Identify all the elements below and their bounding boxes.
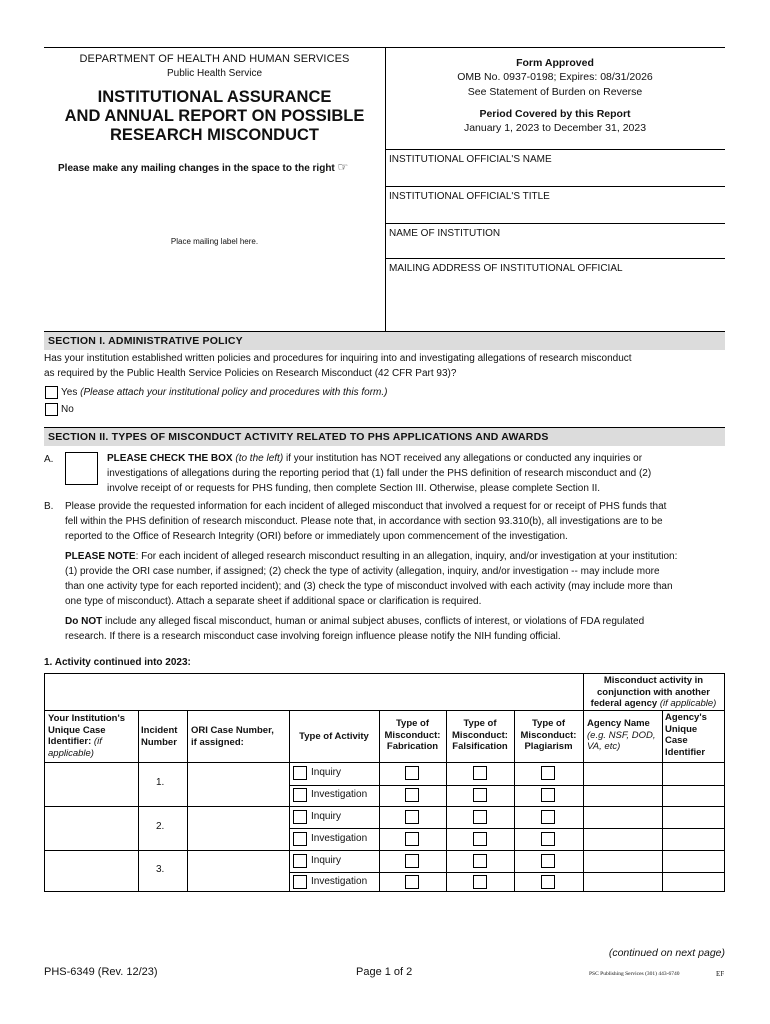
policy-no-checkbox[interactable] — [45, 403, 58, 416]
mailing-address-label: MAILING ADDRESS OF INSTITUTIONAL OFFICIAL — [389, 263, 623, 274]
section1-heading: SECTION I. ADMINISTRATIVE POLICY — [44, 331, 725, 350]
item-a-rest: if your institution has NOT received any allegations or conducted any inquiries or — [285, 453, 643, 464]
item-b-line: fell within the PHS definition of research misconduct. Please note that, in accordance with section 93.310(b), all investigations are to be — [65, 516, 663, 527]
col-header-case-id — [48, 713, 138, 759]
form-title-line: AND ANNUAL REPORT ON POSSIBLE — [64, 107, 365, 125]
form-title-line: RESEARCH MISCONDUCT — [109, 126, 319, 144]
mailing-changes-text: Please make any mailing changes in the space to the right — [58, 163, 335, 174]
plagiarism-checkbox[interactable] — [541, 854, 555, 868]
table-vline — [662, 710, 663, 891]
item-a-line — [107, 451, 642, 466]
col-header-line: if assigned: — [191, 736, 244, 748]
policy-yes-label — [61, 385, 387, 400]
item-a-marker: A. — [44, 454, 54, 465]
please-note-line: (1) provide the ORI case number, if assigned; (2) check the type of activity (allegation, inquiry, and/or investigation -- may include more — [65, 566, 660, 577]
col-header-line: Number — [141, 736, 177, 748]
activity-table-top-rule — [44, 673, 725, 674]
fabrication-checkbox[interactable] — [405, 875, 419, 889]
please-note-bold: PLEASE NOTE — [65, 551, 136, 562]
group-header-text: federal agency — [590, 698, 658, 709]
col-header-line: Type of — [395, 718, 430, 729]
investigation-label: Investigation — [311, 789, 368, 800]
inquiry-label: Inquiry — [311, 767, 342, 778]
mailing-label-area: Place mailing label here. — [170, 237, 259, 246]
mailing-changes-note — [58, 160, 348, 174]
col-header-line: Misconduct: — [384, 729, 441, 741]
table-hline — [44, 806, 725, 807]
section2-heading: SECTION II. TYPES OF MISCONDUCT ACTIVITY RELATED TO PHS APPLICATIONS AND AWARDS — [44, 427, 725, 446]
table-vline — [138, 710, 139, 891]
table-vline — [724, 673, 725, 891]
do-not-line — [65, 614, 644, 629]
omb-number: OMB No. 0937-0198; Expires: 08/31/2026 — [457, 71, 653, 83]
incident-number: 1. — [156, 777, 165, 788]
item-b-line: Please provide the requested information for each incident of alleged misconduct that involved a request for or receipt of PHS funds that — [65, 501, 667, 512]
do-not-bold: Do NOT — [65, 616, 103, 627]
inquiry-checkbox[interactable] — [293, 766, 307, 780]
col-header-activity: Type of Activity — [299, 731, 369, 742]
section1-question-line: Has your institution established written policies and procedures for inquiring into and investigating allegations of research misconduct — [44, 353, 632, 364]
col-header-line: Case — [665, 735, 688, 746]
col-header-fabrication — [379, 718, 446, 753]
col-header-line: Falsification — [452, 741, 508, 752]
col-header-line: Type of — [531, 718, 566, 729]
col-header-line: Agency's — [665, 712, 707, 723]
item-b-marker: B. — [44, 501, 54, 512]
pointing-hand-icon: ☞ — [337, 160, 349, 174]
fabrication-checkbox[interactable] — [405, 854, 419, 868]
federal-agency-group-header — [583, 675, 724, 710]
falsification-checkbox[interactable] — [473, 875, 487, 889]
falsification-checkbox[interactable] — [473, 810, 487, 824]
official-name-field[interactable] — [385, 149, 725, 187]
activity-table-caption: 1. Activity continued into 2023: — [44, 657, 191, 668]
form-title-line: INSTITUTIONAL ASSURANCE — [97, 88, 332, 106]
table-hline — [289, 828, 725, 829]
fabrication-checkbox[interactable] — [405, 810, 419, 824]
mailing-address-field[interactable] — [385, 258, 725, 331]
falsification-checkbox[interactable] — [473, 854, 487, 868]
col-header-agency-name — [587, 718, 662, 753]
period-heading: Period Covered by this Report — [479, 108, 631, 120]
please-note-line: than one activity type for each reported incident); and (3) check the type of misconduct involved with each activity (may include more than — [65, 581, 673, 592]
inquiry-checkbox[interactable] — [293, 854, 307, 868]
col-header-bold: Identifier: — [48, 736, 92, 747]
group-header-line — [583, 698, 724, 710]
department-name: DEPARTMENT OF HEALTH AND HUMAN SERVICES — [79, 53, 350, 65]
item-a-line: investigations of allegations during the reporting period that (1) fall under the PHS definition of research misconduct and (2) — [107, 468, 652, 479]
inquiry-label: Inquiry — [311, 811, 342, 822]
institution-name-label: NAME OF INSTITUTION — [389, 228, 501, 239]
plagiarism-checkbox[interactable] — [541, 832, 555, 846]
table-hline — [289, 785, 725, 786]
col-header-line: Unique Case — [48, 724, 106, 736]
group-header-italic: (if applicable) — [659, 698, 717, 709]
burden-statement-note: See Statement of Burden on Reverse — [467, 86, 643, 98]
falsification-checkbox[interactable] — [473, 832, 487, 846]
table-hline — [44, 850, 725, 851]
official-title-label: INSTITUTIONAL OFFICIAL'S TITLE — [389, 191, 550, 202]
item-a-italic: (to the left) — [235, 453, 284, 464]
col-header-line: Unique — [665, 723, 698, 735]
policy-no-label: No — [61, 404, 74, 415]
table-vline — [187, 710, 188, 891]
item-b-line: reported to the Office of Research Integrity (ORI) before or immediately upon commencement of the investigation. — [65, 531, 568, 542]
no-allegations-checkbox[interactable] — [65, 452, 98, 485]
falsification-checkbox[interactable] — [473, 788, 487, 802]
col-header-incident — [141, 725, 187, 748]
policy-yes-note: (Please attach your institutional policy and procedures with this form.) — [80, 387, 388, 398]
period-value: January 1, 2023 to December 31, 2023 — [463, 122, 647, 134]
fabrication-checkbox[interactable] — [405, 788, 419, 802]
col-header-line: (e.g. NSF, DOD, — [587, 729, 656, 741]
col-header-line: Fabrication — [386, 741, 439, 752]
ef-mark: EF — [716, 970, 725, 978]
plagiarism-checkbox[interactable] — [541, 875, 555, 889]
official-title-field[interactable] — [385, 186, 725, 224]
table-hline — [44, 710, 725, 711]
form-approved-label: Form Approved — [516, 57, 594, 69]
table-hline — [44, 891, 725, 892]
col-header-line: Misconduct: — [520, 729, 577, 741]
investigation-label: Investigation — [311, 833, 368, 844]
official-name-label: INSTITUTIONAL OFFICIAL'S NAME — [389, 154, 552, 165]
policy-yes-text: Yes — [61, 387, 78, 398]
plagiarism-checkbox[interactable] — [541, 766, 555, 780]
col-header-line: Misconduct: — [452, 729, 508, 741]
col-header-line — [48, 748, 138, 760]
policy-yes-checkbox[interactable] — [45, 386, 58, 399]
table-vline — [44, 673, 45, 891]
inquiry-checkbox[interactable] — [293, 810, 307, 824]
col-header-line — [48, 736, 138, 748]
incident-number: 3. — [156, 864, 165, 875]
col-header-line: Identifier — [665, 746, 706, 758]
col-header-falsification — [446, 718, 514, 753]
col-header-line: Your Institution's — [48, 713, 126, 724]
incident-number: 2. — [156, 821, 165, 832]
col-header-line: Incident — [141, 725, 178, 736]
table-hline — [289, 872, 725, 873]
col-header-plagiarism — [514, 718, 583, 753]
fabrication-checkbox[interactable] — [405, 766, 419, 780]
col-header-line: Plagiarism — [524, 741, 573, 752]
investigation-checkbox[interactable] — [293, 875, 307, 889]
publisher-credit: PSC Publishing Services (301) 443-6740 — [589, 971, 680, 977]
form-title — [44, 88, 385, 145]
institution-name-field[interactable] — [385, 223, 725, 259]
investigation-label: Investigation — [311, 876, 368, 887]
page-number: Page 1 of 2 — [356, 966, 413, 978]
plagiarism-checkbox[interactable] — [541, 810, 555, 824]
do-not-line: research. If there is a research misconduct case involving foreign influence please notify the NIH funding official. — [65, 631, 561, 642]
falsification-checkbox[interactable] — [473, 766, 487, 780]
service-name: Public Health Service — [166, 68, 263, 79]
col-header-ori — [191, 725, 289, 748]
continued-note: (continued on next page) — [608, 947, 725, 959]
col-header-line: ORI Case Number, — [191, 725, 274, 736]
col-header-line: Agency Name — [587, 718, 650, 729]
item-a-bold: PLEASE CHECK THE BOX — [107, 453, 233, 464]
group-header-line: Misconduct activity in — [603, 675, 704, 686]
item-a-line: involve receipt of or requests for PHS funding, then complete Section III. Otherwise, please complete Section II. — [107, 483, 601, 494]
col-header-line: Type of — [463, 718, 497, 729]
section1-question-line: as required by the Public Health Service Policies on Research Misconduct (42 CFR Part 93)? — [44, 368, 457, 379]
please-note-line: one type of misconduct). Attach a separate sheet if additional space or clarification is required. — [65, 596, 482, 607]
fabrication-checkbox[interactable] — [405, 832, 419, 846]
group-header-line: conjunction with another — [597, 686, 710, 698]
investigation-checkbox[interactable] — [293, 832, 307, 846]
col-header-agency-id — [665, 712, 723, 758]
col-header-line: VA, etc) — [587, 741, 621, 752]
form-number: PHS-6349 (Rev. 12/23) — [44, 966, 158, 978]
investigation-checkbox[interactable] — [293, 788, 307, 802]
col-header-italic: applicable) — [48, 747, 94, 759]
inquiry-label: Inquiry — [311, 855, 342, 866]
plagiarism-checkbox[interactable] — [541, 788, 555, 802]
table-hline — [44, 762, 725, 763]
col-header-italic: (if — [93, 736, 102, 747]
do-not-rest: include any alleged fiscal misconduct, human or animal subject abuses, conflicts of interest, or violations of FDA regulated — [105, 616, 645, 627]
please-note-rest: : For each incident of alleged research misconduct resulting in an allegation, inquiry, and/or investigation at your institution: — [135, 551, 678, 562]
please-note-line — [65, 549, 677, 564]
